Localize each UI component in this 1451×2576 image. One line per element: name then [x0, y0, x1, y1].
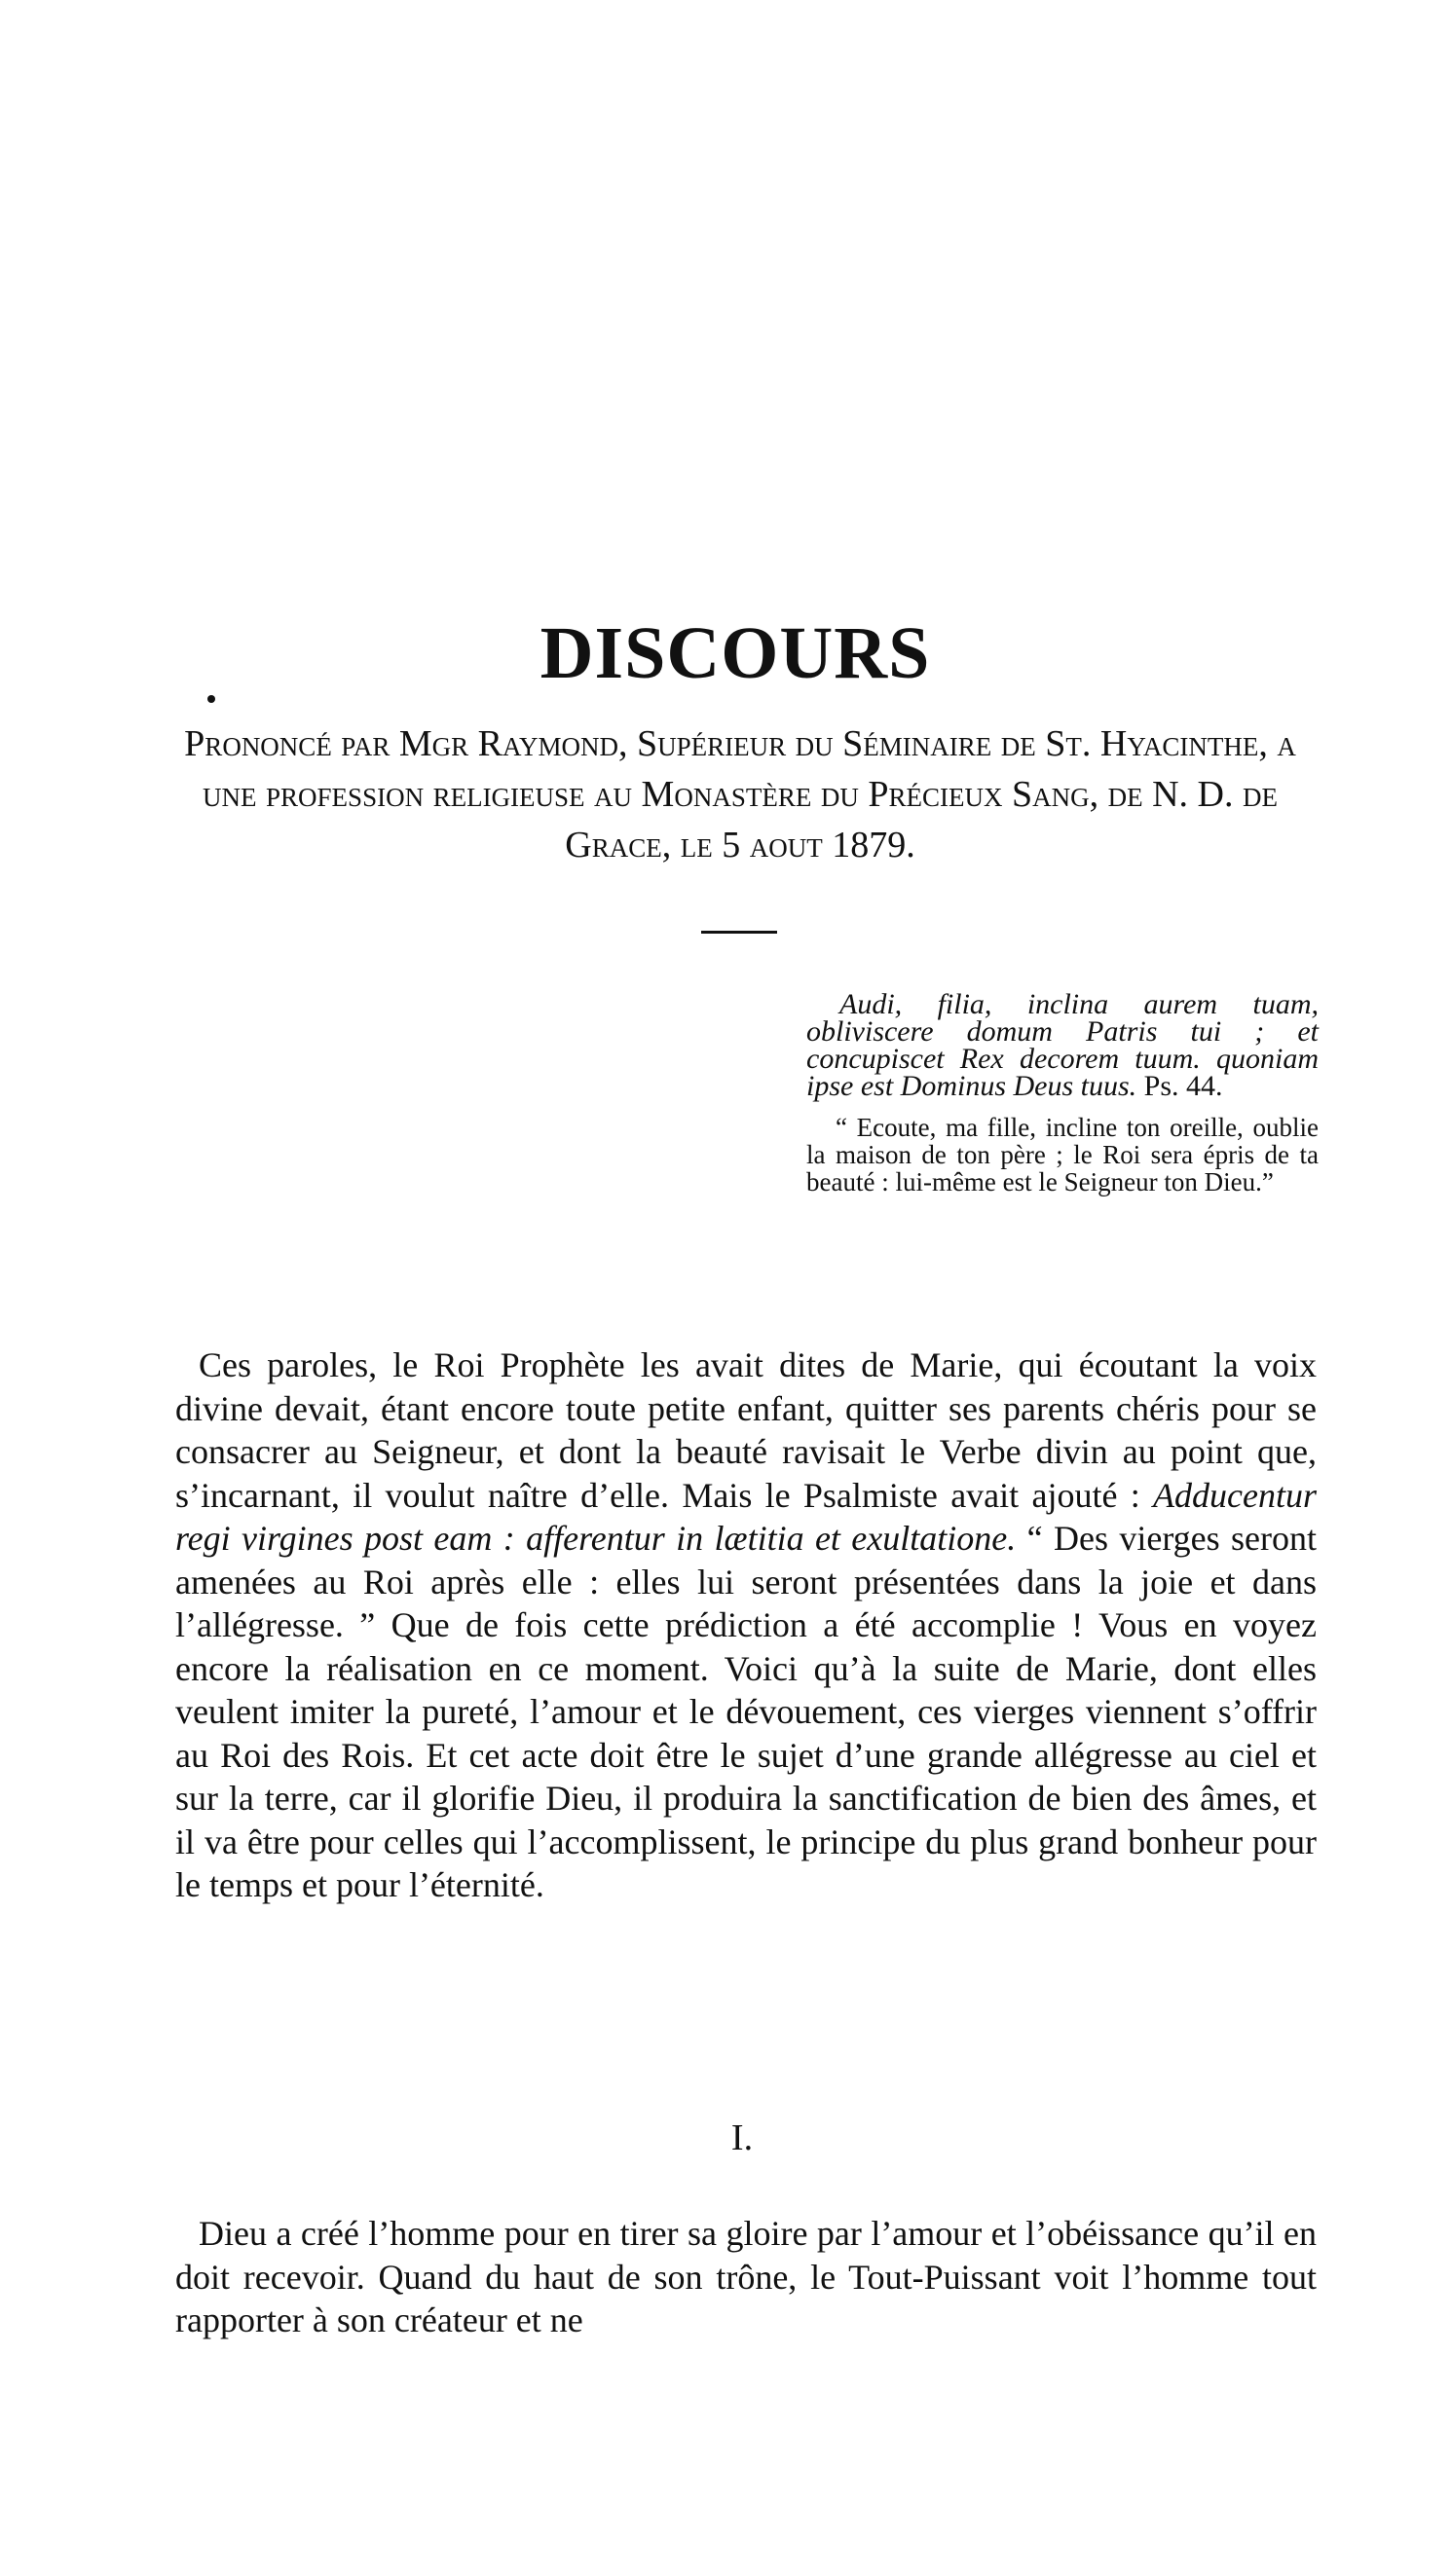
paragraph-1 [175, 1343, 1317, 1907]
subtitle: Prononcé par Mgr Raymond, Supérieur du Séminaire de St. Hyacinthe, a une profession religieuse au Monastère du Précieux Sang, de N. D. de Grace, le 5 aout 1879. [184, 723, 1296, 865]
paragraph-1-latin-quote: Adducentur regi virgines post eam : afferentur in lætitia et exultatione. [175, 1475, 1318, 1558]
paragraph-2: Dieu a créé l’homme pour en tirer sa gloire par l’amour et l’obéissance qu’il en doit recevoir. Quand du haut de son trône, le Tout-Puissant voit l’homme tout rapporter à son créateur et ne [175, 2214, 1317, 2339]
epigraph [806, 988, 1319, 1196]
section-number: I. [730, 2117, 754, 2158]
epigraph-latin-text: Audi, filia, inclina aurem tuam, obliviscere domum Patris tui ; et concupiscet Rex decorem tuum. quoniam ipse est Dominus Deus tuus. [806, 988, 1319, 1102]
epigraph-latin [806, 988, 1319, 1102]
epigraph-reference: Ps. 44. [1143, 1070, 1223, 1102]
page-title: DISCOURS [539, 612, 931, 694]
paragraph-1-text-b: “ Des vierges seront amenées au Roi après elle : elles lui seront présentées dans la joie et dans l’allégresse. ” Que de fois cette prédiction a été accomplie ! Vous en voyez encore la réalisation en ce moment. Voici qu’à la suite de Marie, dont elles veulent imiter la pureté, l’amour et le dévouement, ces vierges viennent s’offrir au Roi des Rois. Et cet acte doit être le sujet d’une grande allégresse au ciel et sur la terre, car il glorifie Dieu, il produira la sanctification de bien des âmes, et il va être pour celles qui l’accomplissent, le principe du plus grand bonheur pour le temps et pour l’éternité. [175, 1519, 1317, 1904]
epigraph-french: “ Ecoute, ma fille, incline ton oreille, oublie la maison de ton père ; le Roi sera épris de ta beauté : lui-même est le Seigneur ton Dieu.” [806, 1113, 1319, 1196]
divider-rule [701, 931, 777, 934]
ink-dot [207, 695, 215, 703]
paragraph-1-text-a: Ces paroles, le Roi Prophète les avait dites de Marie, qui écoutant la voix divine devait, étant encore toute petite enfant, quitter ses parents chéris pour se consacrer au Seigneur, et dont la beauté ravisait le Verbe divin au point que, s’incarnant, il voulut naître d’elle. Mais le Psalmiste avait ajouté : [175, 1345, 1317, 1515]
